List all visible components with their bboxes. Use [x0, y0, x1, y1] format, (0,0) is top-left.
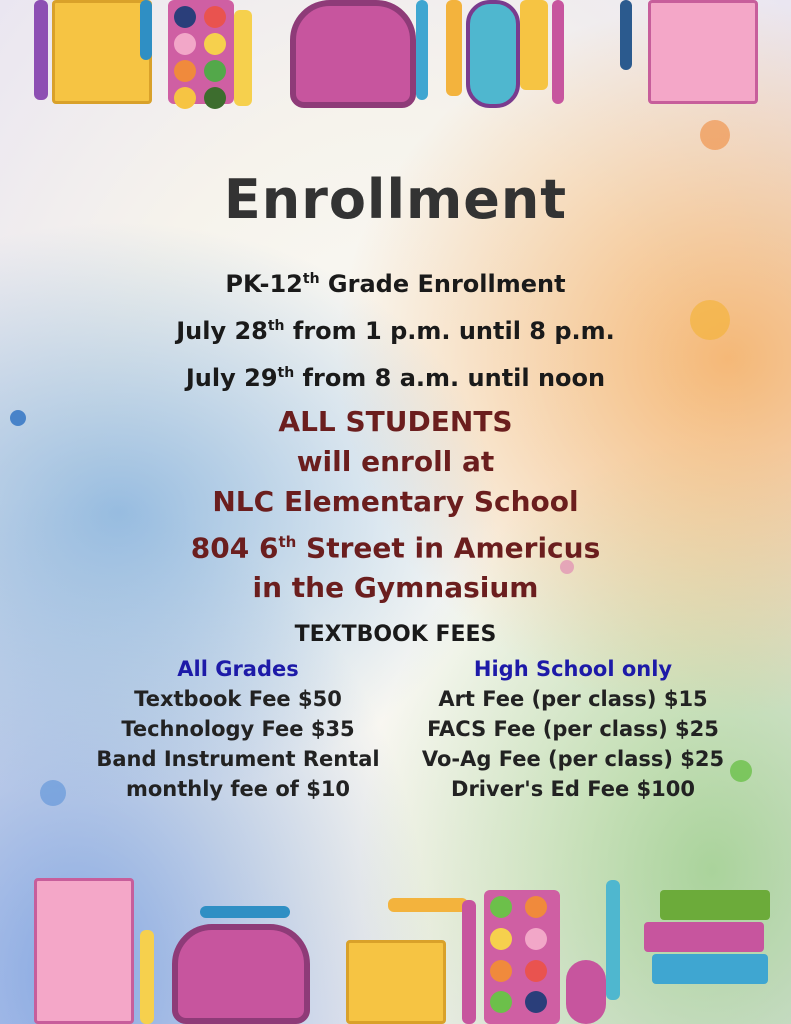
paint-palette-icon: [168, 0, 234, 104]
crayon-icon: [388, 898, 468, 912]
date-1-day: July 28: [176, 317, 268, 345]
address-street: Street in Americus: [296, 531, 601, 565]
pen-icon: [620, 0, 632, 70]
will-enroll-line: will enroll at: [296, 445, 495, 478]
ordinal-suffix: th: [267, 318, 285, 334]
crayon-icon: [446, 0, 462, 96]
date-2-time: from 8 a.m. until noon: [294, 364, 606, 392]
ordinal-suffix: th: [277, 365, 295, 381]
ordinal-suffix: th: [278, 533, 297, 551]
pencil-icon: [416, 0, 428, 100]
paint-splat: [40, 780, 66, 806]
grade-range: PK-12: [225, 270, 303, 298]
pencil-icon: [462, 900, 476, 1024]
high-school-heading: High School only: [473, 657, 673, 681]
enrollment-date-2: [0, 352, 791, 399]
backpack-icon: [290, 0, 416, 108]
page-title: Enrollment: [223, 168, 568, 231]
school-name: NLC Elementary School: [212, 485, 579, 518]
fee-item: Driver's Ed Fee $100: [451, 777, 695, 801]
textbook-fees-heading: TEXTBOOK FEES: [294, 622, 497, 647]
pen-icon: [200, 906, 290, 918]
grade-enrollment-label: Grade Enrollment: [319, 270, 566, 298]
enrollment-grade-line: [0, 258, 791, 305]
fee-item: monthly fee of $10: [125, 777, 351, 801]
fee-item: FACS Fee (per class) $25: [427, 717, 719, 741]
book-stack-icon: [644, 922, 764, 952]
fee-item: Textbook Fee $50: [134, 687, 342, 711]
all-grades-heading: All Grades: [177, 657, 299, 681]
paint-splat: [700, 120, 730, 150]
ruler-icon: [234, 10, 252, 106]
location-room: in the Gymnasium: [252, 571, 539, 605]
ordinal-suffix: th: [302, 271, 320, 287]
pen-icon: [606, 880, 620, 1000]
paint-palette-icon: [484, 890, 560, 1024]
enrollment-dates: [0, 258, 791, 399]
backpack-icon: [172, 924, 310, 1024]
book-stack-icon: [652, 954, 768, 984]
enrollment-location: [0, 402, 791, 608]
all-grades-fees: [82, 654, 394, 804]
pencil-case-icon: [648, 0, 758, 104]
pencil-case-icon: [466, 0, 520, 108]
highlighter-icon: [520, 0, 548, 90]
fee-item: Technology Fee $35: [121, 717, 355, 741]
date-1-time: from 1 p.m. until 8 p.m.: [284, 317, 615, 345]
pen-icon: [552, 0, 564, 104]
notebook-icon: [52, 0, 152, 104]
high-school-fees: [408, 654, 738, 804]
fee-item: Art Fee (per class) $15: [438, 687, 708, 711]
fee-item: Band Instrument Rental: [96, 747, 380, 771]
address-number: 804 6: [190, 531, 279, 565]
book-stack-icon: [660, 890, 770, 920]
pen-icon: [140, 0, 152, 60]
fee-item: Vo-Ag Fee (per class) $25: [421, 747, 725, 771]
all-students-heading: ALL STUDENTS: [278, 405, 513, 438]
pencil-case-icon: [34, 878, 134, 1024]
pencil-icon: [140, 930, 154, 1024]
school-address: [0, 522, 791, 568]
date-2-day: July 29: [185, 364, 278, 392]
enrollment-date-1: [0, 305, 791, 352]
scissors-icon: [566, 960, 606, 1024]
pen-icon: [34, 0, 48, 100]
notebook-icon: [346, 940, 446, 1024]
